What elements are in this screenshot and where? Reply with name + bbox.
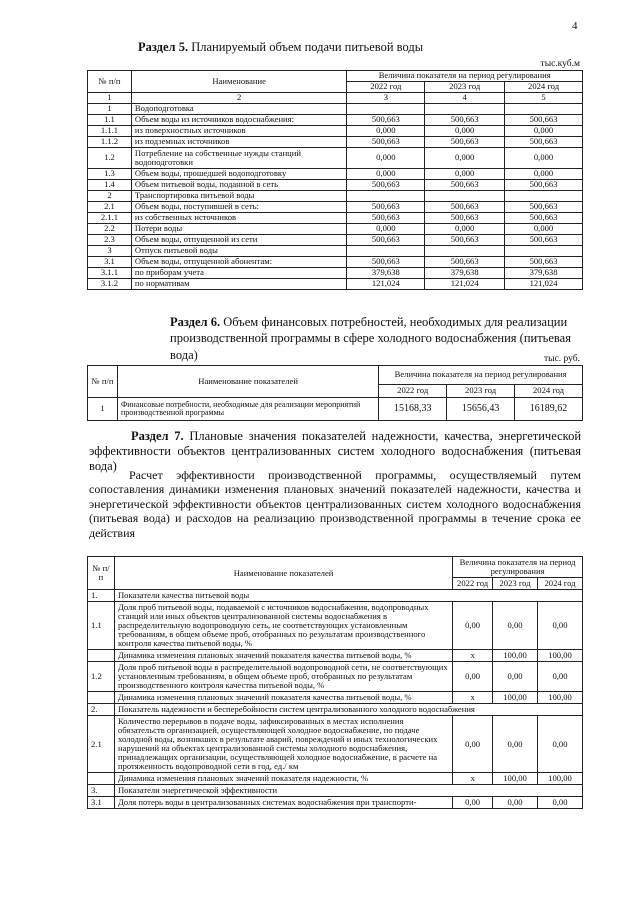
row-name: Доля проб питьевой воды в распределительной водопроводной сети, не соответствующих установленным требованиям, в общем объеме проб, отобранных по результатам производственного контроля качества питьевой воды, %: [114, 662, 452, 692]
row-value: 16189,62: [515, 398, 583, 421]
row-name: Объем воды, отпущенной абонентам:: [131, 257, 347, 268]
row-value: 100,00: [538, 650, 583, 662]
row-num: 1.3: [88, 169, 132, 180]
section5-table: [87, 70, 583, 290]
row-name: Финансовые потребности, необходимые для реализации мероприятий производственной программы: [117, 398, 378, 421]
row-value: 500,663: [425, 235, 505, 246]
section-num: 3.: [88, 785, 115, 797]
row-value: [347, 104, 425, 115]
row-value: 500,663: [505, 180, 583, 191]
row-value: 500,663: [347, 202, 425, 213]
section5-title-bold: Раздел 5.: [138, 40, 189, 54]
section6-title-bold: Раздел 6.: [170, 315, 221, 329]
row-num: 1.1: [88, 115, 132, 126]
section5-unit: тыс.куб.м: [540, 59, 580, 69]
row-value: 15168,33: [379, 398, 447, 421]
table-row: [88, 602, 583, 650]
row-value: 500,663: [425, 202, 505, 213]
row-value: 0,000: [347, 224, 425, 235]
header-year: 2023 год: [447, 385, 515, 398]
row-value: 379,638: [425, 268, 505, 279]
table-row: [88, 191, 583, 202]
header-name: Наименование: [131, 71, 347, 93]
table-row: [88, 246, 583, 257]
row-num: [88, 773, 115, 785]
row-value: 0,00: [493, 602, 538, 650]
row-num: 2.1: [88, 716, 115, 773]
table-row: [88, 235, 583, 246]
row-value: 0,000: [505, 126, 583, 137]
section-name: Показатели качества питьевой воды: [114, 590, 582, 602]
row-value: 100,00: [493, 692, 538, 704]
section6-table: [87, 365, 583, 421]
row-value: 0,000: [425, 148, 505, 169]
section6-unit: тыс. руб.: [544, 354, 580, 364]
row-value: 500,663: [505, 115, 583, 126]
header-num: № п/п: [88, 366, 118, 398]
table-row: [88, 213, 583, 224]
row-value: 500,663: [425, 213, 505, 224]
header-group: Величина показателя на период регулирования: [453, 557, 583, 578]
table-row: [88, 704, 583, 716]
row-value: 500,663: [425, 137, 505, 148]
row-num: 3.1: [88, 257, 132, 268]
row-name: Водоподготовка: [131, 104, 347, 115]
row-num: 1.2: [88, 662, 115, 692]
row-value: 0,00: [538, 716, 583, 773]
row-name: Потери воды: [131, 224, 347, 235]
row-name: по нормативам: [131, 279, 347, 290]
row-name: из поверхностных источников: [131, 126, 347, 137]
section7-title-text: Плановые значения показателей надежности, качества, энергетической эффективности объектов централизованных систем холодного водоснабжения (питьевая вода): [89, 429, 582, 473]
row-value: 500,663: [347, 115, 425, 126]
row-value: х: [453, 773, 493, 785]
row-name: по приборам учета: [131, 268, 347, 279]
table-row: [88, 650, 583, 662]
row-value: 500,663: [425, 180, 505, 191]
row-num: [88, 692, 115, 704]
row-value: 0,000: [505, 148, 583, 169]
table-row: [88, 115, 583, 126]
row-name: Потребление на собственные нужды станций водоподготовки: [131, 148, 347, 169]
row-name: Доля проб питьевой воды, подаваемой с источников водоснабжения, водопроводных станций или иных объектов централизованной системы водоснабжения в распределительную водопроводную сеть, не соответствующих установленным требованиям, в общем объеме проб, отобранных по результатам производственного контроля качества питьевой воды, %: [114, 602, 452, 650]
table-row: [88, 104, 583, 115]
row-num: 2.1: [88, 202, 132, 213]
section5-title-text: Планируемый объем подачи питьевой воды: [191, 40, 424, 54]
section7-title-bold: Раздел 7.: [131, 429, 184, 443]
row-num: 2.3: [88, 235, 132, 246]
row-value: 0,00: [453, 716, 493, 773]
table-row: [88, 279, 583, 290]
table-row: [88, 257, 583, 268]
row-value: 500,663: [347, 180, 425, 191]
row-value: 0,00: [493, 716, 538, 773]
row-value: 0,00: [538, 797, 583, 809]
header-year: 2022 год: [453, 578, 493, 590]
section7-table: [87, 556, 583, 809]
table-row: [88, 268, 583, 279]
row-name: Доля потерь воды в централизованных системах водоснабжения при транспорти-: [114, 797, 452, 809]
row-num: 1: [88, 104, 132, 115]
row-name: Количество перерывов в подаче воды, зафиксированных в местах исполнения обязательств организацией, осуществляющей холодное водоснабжение, по подаче холодной воды, возникших в результате аварий, повреждений и иных технологических нарушений на объектах централизованной системы холодного водоснабжения, принадлежащих организации, осуществляющей холодное водоснабжение, в расчете на протяженность водопроводной сети в год, ед./ км: [114, 716, 452, 773]
row-value: 0,00: [538, 662, 583, 692]
row-name: Отпуск питьевой воды: [131, 246, 347, 257]
section-num: 1.: [88, 590, 115, 602]
row-name: Динамика изменения плановых значений показателя качества питьевой воды, %: [114, 692, 452, 704]
row-num: 1.2: [88, 148, 132, 169]
row-num: 1.1.2: [88, 137, 132, 148]
row-value: 0,00: [538, 602, 583, 650]
row-value: 0,000: [347, 148, 425, 169]
row-value: [425, 246, 505, 257]
row-value: 500,663: [505, 213, 583, 224]
row-value: 0,00: [493, 662, 538, 692]
row-value: 100,00: [493, 773, 538, 785]
row-num: 3.1: [88, 797, 115, 809]
section-num: 2.: [88, 704, 115, 716]
row-value: [505, 246, 583, 257]
row-num: 2: [88, 191, 132, 202]
row-value: 0,000: [505, 169, 583, 180]
row-num: 3: [88, 246, 132, 257]
row-value: 500,663: [347, 137, 425, 148]
row-value: 0,00: [453, 662, 493, 692]
row-name: Объем питьевой воды, поданной в сеть: [131, 180, 347, 191]
row-value: [505, 191, 583, 202]
section-name: Показатели энергетической эффективности: [114, 785, 582, 797]
row-value: х: [453, 692, 493, 704]
row-value: [505, 104, 583, 115]
row-value: 121,024: [425, 279, 505, 290]
table-row: [88, 224, 583, 235]
row-value: 0,00: [453, 602, 493, 650]
header-name: Наименование показателей: [114, 557, 452, 590]
row-value: [347, 191, 425, 202]
row-value: 100,00: [493, 650, 538, 662]
row-num: 1.1.1: [88, 126, 132, 137]
row-value: 500,663: [505, 137, 583, 148]
section7-paragraph: Расчет эффективности производственной программы, осуществляемый путем сопоставления динамики изменения плановых значений показателей надежности, качества и энергетической эффективности объектов централизованных систем холодного водоснабжения (питьевая вода) и расходов на реализацию производственной программы в течение срока ее действия: [89, 468, 581, 540]
row-num: 3.1.2: [88, 279, 132, 290]
row-value: 500,663: [505, 202, 583, 213]
row-value: 121,024: [347, 279, 425, 290]
table-row: [88, 148, 583, 169]
table-row: [88, 169, 583, 180]
table-row: [88, 662, 583, 692]
header-year: 2022 год: [379, 385, 447, 398]
row-value: 0,000: [425, 224, 505, 235]
header-year: 2024 год: [515, 385, 583, 398]
header-index: 2: [131, 93, 347, 104]
row-num: 2.1.1: [88, 213, 132, 224]
header-year: 2024 год: [505, 82, 583, 93]
table-row: [88, 785, 583, 797]
row-value: 379,638: [505, 268, 583, 279]
row-value: 0,000: [505, 224, 583, 235]
row-value: [425, 191, 505, 202]
row-num: 3.1.1: [88, 268, 132, 279]
row-value: 500,663: [347, 235, 425, 246]
row-value: [425, 104, 505, 115]
row-value: 500,663: [425, 257, 505, 268]
row-value: 121,024: [505, 279, 583, 290]
section6-title-text: Объем финансовых потребностей, необходимых для реализации производственной программы в сфере холодного водоснабжения (питьевая вода): [170, 315, 571, 362]
row-value: 0,00: [453, 797, 493, 809]
row-value: 0,000: [347, 126, 425, 137]
table-row: [88, 137, 583, 148]
header-year: 2022 год: [347, 82, 425, 93]
row-value: [347, 246, 425, 257]
header-year: 2023 год: [493, 578, 538, 590]
header-index: 5: [505, 93, 583, 104]
table-row: [88, 716, 583, 773]
header-num: № п/п: [88, 71, 132, 93]
header-year: 2023 год: [425, 82, 505, 93]
table-row: [88, 773, 583, 785]
row-num: 1: [88, 398, 118, 421]
row-name: Объем воды из источников водоснабжения:: [131, 115, 347, 126]
header-index: 1: [88, 93, 132, 104]
row-num: [88, 650, 115, 662]
row-value: х: [453, 650, 493, 662]
row-value: 0,00: [493, 797, 538, 809]
section5-title: [138, 40, 423, 55]
table-row: [88, 692, 583, 704]
row-num: 2.2: [88, 224, 132, 235]
table-row: [88, 126, 583, 137]
table-row: [88, 180, 583, 191]
row-value: 500,663: [425, 115, 505, 126]
row-name: Объем воды, прошедшей водоподготовку: [131, 169, 347, 180]
row-value: 0,000: [347, 169, 425, 180]
header-num: № п/п: [88, 557, 115, 590]
header-index: 4: [425, 93, 505, 104]
header-year: 2024 год: [538, 578, 583, 590]
section-name: Показатель надежности и бесперебойности систем централизованного холодного водоснабжения: [114, 704, 582, 716]
page-number: 4: [572, 20, 578, 32]
row-name: Динамика изменения плановых значений показателя качества питьевой воды, %: [114, 650, 452, 662]
row-name: Динамика изменения плановых значений показателя надежности, %: [114, 773, 452, 785]
row-name: из собственных источников: [131, 213, 347, 224]
table-row: [88, 797, 583, 809]
row-value: 500,663: [347, 257, 425, 268]
row-num: 1.4: [88, 180, 132, 191]
row-name: Транспортировка питьевой воды: [131, 191, 347, 202]
row-num: 1.1: [88, 602, 115, 650]
table-row: [88, 590, 583, 602]
header-index: 3: [347, 93, 425, 104]
row-name: Объем воды, поступившей в сеть:: [131, 202, 347, 213]
row-name: из подземных источников: [131, 137, 347, 148]
row-value: 0,000: [425, 126, 505, 137]
row-value: 379,638: [347, 268, 425, 279]
row-value: 15656,43: [447, 398, 515, 421]
row-value: 500,663: [347, 213, 425, 224]
row-value: 100,00: [538, 692, 583, 704]
row-value: 500,663: [505, 257, 583, 268]
header-group: Величина показателя на период регулирования: [379, 366, 583, 385]
row-value: 0,000: [425, 169, 505, 180]
header-name: Наименование показателей: [117, 366, 378, 398]
table-row: [88, 202, 583, 213]
row-name: Объем воды, отпущенной из сети: [131, 235, 347, 246]
row-value: 100,00: [538, 773, 583, 785]
row-value: 500,663: [505, 235, 583, 246]
header-group: Величина показателя на период регулирования: [347, 71, 583, 82]
